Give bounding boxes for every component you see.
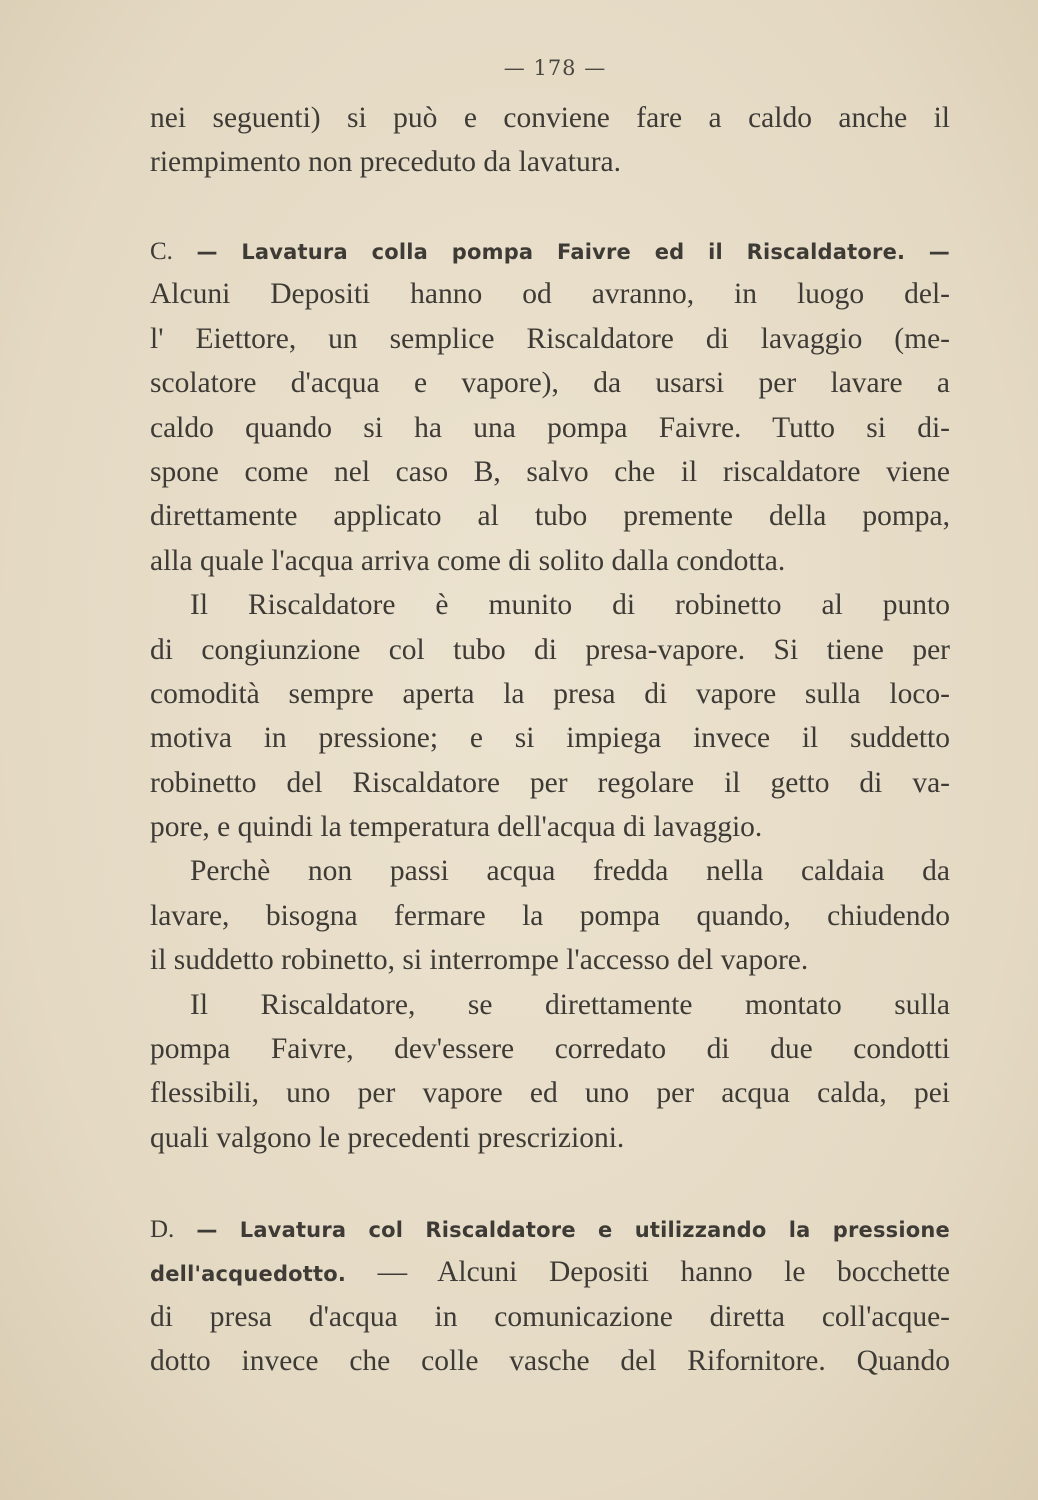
section-d-text-start: Alcuni Depositi hanno le bocchette	[437, 1256, 950, 1289]
section-c-heading-line	[150, 228, 950, 272]
section-d	[150, 1206, 950, 1384]
section-d-heading-part2: dell'acquedotto.	[150, 1262, 347, 1287]
section-c	[150, 228, 950, 1160]
paragraph-continuation	[150, 96, 950, 185]
text-line: Il Riscaldatore è munito di robinetto al punto	[190, 589, 950, 622]
section-c-letter: C.	[150, 238, 173, 265]
section-c-heading-tail: —	[928, 240, 950, 264]
section-d-letter: D.	[150, 1216, 175, 1243]
text-line: quali valgono le precedenti prescrizioni.	[150, 1121, 625, 1154]
text-line: scolatore d'acqua e vapore), da usarsi per lavare a	[150, 367, 950, 400]
section-c-heading: Lavatura colla pompa Faivre ed il Riscaldatore.	[241, 240, 906, 264]
text-line: pore, e quindi la temperatura dell'acqua di lavaggio.	[150, 811, 763, 844]
text-line: di presa d'acqua in comunicazione diretta coll'acque-	[150, 1300, 950, 1333]
text-line: pompa Faivre, dev'essere corredato di due condotti	[150, 1033, 950, 1066]
section-d-heading-tail: —	[377, 1256, 408, 1289]
section-d-heading-part1: Lavatura col Riscaldatore e utilizzando la pressione	[239, 1218, 950, 1242]
text-line: riempimento non preceduto da lavatura.	[150, 146, 622, 179]
text-line: Il Riscaldatore, se direttamente montato sulla	[190, 988, 950, 1021]
text-line: dotto invece che colle vasche del Rifornitore. Quando	[150, 1345, 950, 1378]
text-line: l' Eiettore, un semplice Riscaldatore di lavaggio (me-	[150, 322, 950, 355]
text-line: lavare, bisogna fermare la pompa quando, chiudendo	[150, 899, 950, 932]
text-line: caldo quando si ha una pompa Faivre. Tutto si di-	[150, 411, 950, 444]
text-line: robinetto del Riscaldatore per regolare il getto di va-	[150, 766, 950, 799]
text-line: il suddetto robinetto, si interrompe l'accesso del vapore.	[150, 944, 809, 977]
section-d-heading-line2	[150, 1250, 950, 1294]
text-line: Perchè non passi acqua fredda nella caldaia da	[190, 855, 950, 888]
text-line: Alcuni Depositi hanno od avranno, in luogo del-	[150, 278, 950, 311]
page-number: — 178 —	[503, 56, 607, 80]
text-line: di congiunzione col tubo di presa-vapore. Si tiene per	[150, 633, 950, 666]
text-line: spone come nel caso B, salvo che il riscaldatore viene	[150, 455, 950, 488]
text-line: comodità sempre aperta la presa di vapore sulla loco-	[150, 677, 950, 710]
text-line: flessibili, uno per vapore ed uno per acqua calda, pei	[150, 1077, 950, 1110]
text-line: direttamente applicato al tubo premente della pompa,	[150, 500, 950, 533]
text-line: alla quale l'acqua arriva come di solito dalla condotta.	[150, 544, 786, 577]
text-line: nei seguenti) si può e conviene fare a caldo anche il	[150, 102, 950, 134]
section-c-dash: —	[196, 240, 218, 264]
section-d-dash: —	[196, 1218, 218, 1242]
section-d-heading-line	[150, 1206, 950, 1250]
text-line: motiva in pressione; e si impiega invece il suddetto	[150, 722, 950, 755]
